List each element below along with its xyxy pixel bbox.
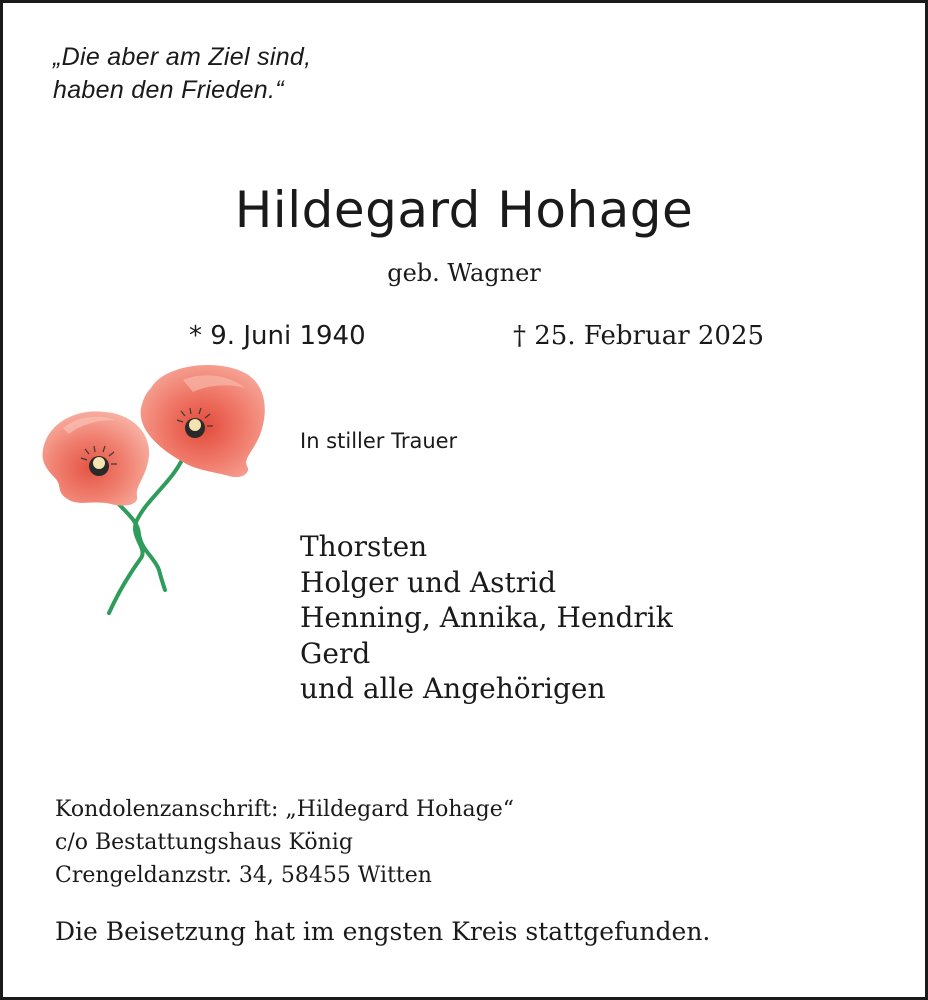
epigraph-quote xyxy=(53,41,311,107)
burial-note: Die Beisetzung hat im engsten Kreis stattgefunden. xyxy=(55,917,711,946)
condolence-line-2: c/o Bestattungshaus König xyxy=(55,830,353,855)
quote-line-1: „Die aber am Ziel sind, xyxy=(53,43,312,71)
mourners-list xyxy=(300,529,673,707)
mourner-name: Thorsten xyxy=(300,530,428,563)
condolence-address xyxy=(55,793,514,892)
deceased-name: Hildegard Hohage xyxy=(234,181,694,239)
mourner-name: Gerd xyxy=(300,636,371,670)
birth-date: * 9. Juni 1940 xyxy=(189,321,366,351)
birth-name: geb. Wagner xyxy=(387,259,541,287)
quote-line-2: haben den Frieden.“ xyxy=(53,76,284,104)
condolence-line-3: Crengeldanzstr. 34, 58455 Witten xyxy=(55,863,432,888)
condolence-line-1: Kondolenzanschrift: „Hildegard Hohage“ xyxy=(55,797,515,822)
mourner-name: Holger und Astrid xyxy=(300,565,557,599)
mourning-heading: In stiller Trauer xyxy=(300,429,458,453)
mourner-name: und alle Angehörigen xyxy=(300,672,606,705)
death-date: † 25. Februar 2025 xyxy=(513,321,765,351)
mourner-name: Henning, Annika, Hendrik xyxy=(300,601,673,634)
poppy-flowers-icon xyxy=(33,358,273,618)
